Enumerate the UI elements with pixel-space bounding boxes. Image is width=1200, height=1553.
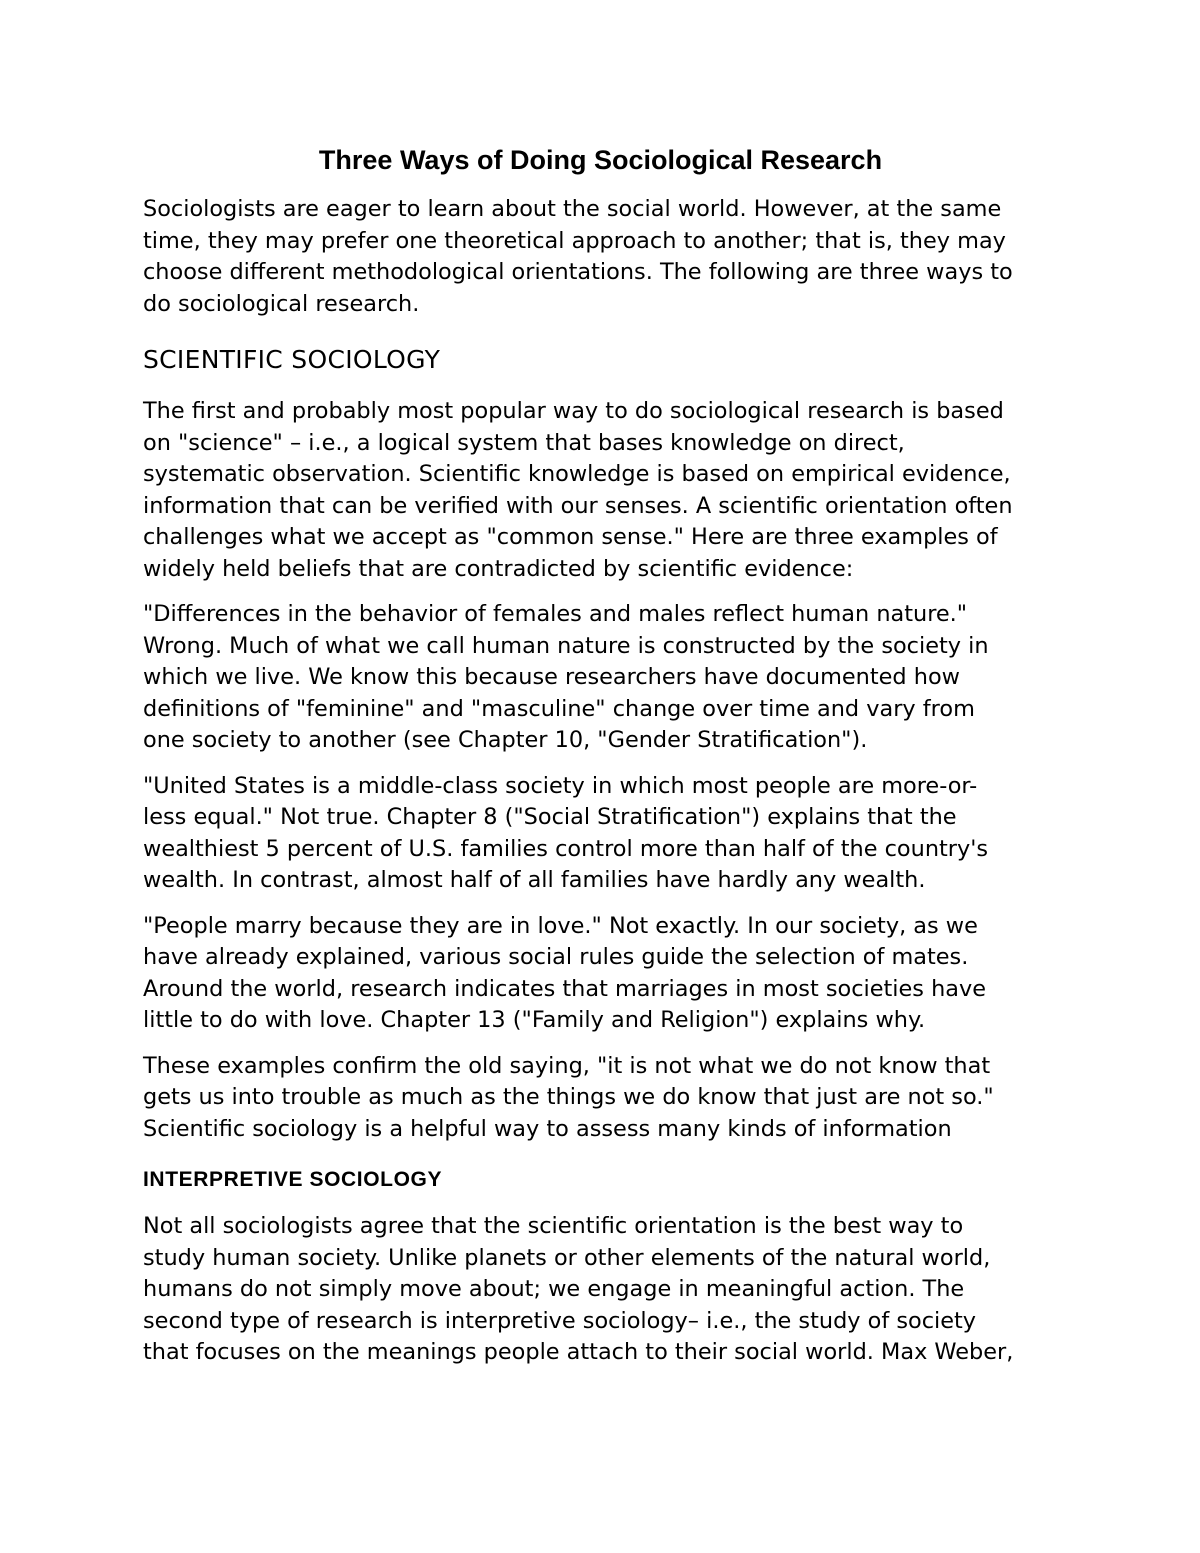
text-line: time, they may prefer one theoretical approach to another; that is, they may [143,227,1006,254]
document-title: Three Ways of Doing Sociological Research [318,145,883,175]
text-line: definitions of "feminine" and "masculine" change over time and vary from [143,695,975,722]
text-line: on "science" – i.e., a logical system that bases knowledge on direct, [143,429,905,456]
scientific-paragraph-3 [143,771,1073,897]
text-line: wealth. In contrast, almost half of all families have hardly any wealth. [143,867,926,893]
text-line: systematic observation. Scientific knowledge is based on empirical evidence, [143,461,1011,487]
text-line: less equal." Not true. Chapter 8 ("Social Stratification") explains that the [143,804,957,830]
text-line: The first and probably most popular way to do sociological research is based [143,398,1004,424]
text-line: challenges what we accept as "common sense." Here are three examples of [143,524,998,550]
scientific-paragraph-1 [143,396,1073,585]
text-line: have already explained, various social rules guide the selection of mates. [143,944,969,970]
text-line: choose different methodological orientations. The following are three ways to [143,259,1013,285]
text-line: which we live. We know this because researchers have documented how [143,664,960,690]
text-line: "United States is a middle-class society in which most people are more-or- [143,772,978,799]
scientific-paragraph-2 [143,599,1073,757]
text-line: humans do not simply move about; we engage in meaningful action. The [143,1276,965,1302]
intro-paragraph [143,194,1073,320]
section-heading-scientific: SCIENTIFIC SOCIOLOGY [143,345,441,374]
scientific-paragraph-4 [143,911,1073,1037]
section-heading-interpretive: INTERPRETIVE SOCIOLOGY [143,1168,443,1191]
interpretive-paragraph-1 [143,1211,1073,1369]
text-line: study human society. Unlike planets or other elements of the natural world, [143,1244,991,1271]
text-line: Around the world, research indicates that marriages in most societies have [143,975,987,1002]
text-line: Scientific sociology is a helpful way to assess many kinds of information [143,1115,952,1142]
scientific-paragraph-5 [143,1051,1073,1146]
text-line: second type of research is interpretive sociology– i.e., the study of society [143,1307,977,1334]
text-line: one society to another (see Chapter 10, "Gender Stratification"). [143,727,868,753]
text-line: Sociologists are eager to learn about the social world. However, at the same [143,196,1002,222]
text-line: "People marry because they are in love." Not exactly. In our society, as we [143,912,978,939]
text-line: widely held beliefs that are contradicted by scientific evidence: [143,555,854,582]
text-line: Wrong. Much of what we call human nature is constructed by the society in [143,632,989,659]
text-line: "Differences in the behavior of females and males reflect human nature." [143,601,968,627]
text-line: Not all sociologists agree that the scientific orientation is the best way to [143,1213,964,1239]
text-line: wealthiest 5 percent of U.S. families control more than half of the country's [143,835,989,862]
text-line: These examples confirm the old saying, "it is not what we do not know that [143,1052,991,1079]
document-page [143,140,1073,1369]
text-line: gets us into trouble as much as the things we do know that just are not so." [143,1084,994,1110]
text-line: that focuses on the meanings people attach to their social world. Max Weber, [143,1339,1014,1365]
text-line: little to do with love. Chapter 13 ("Family and Religion") explains why. [143,1007,926,1033]
text-line: information that can be verified with our senses. A scientific orientation often [143,492,1013,519]
text-line: do sociological research. [143,290,420,317]
